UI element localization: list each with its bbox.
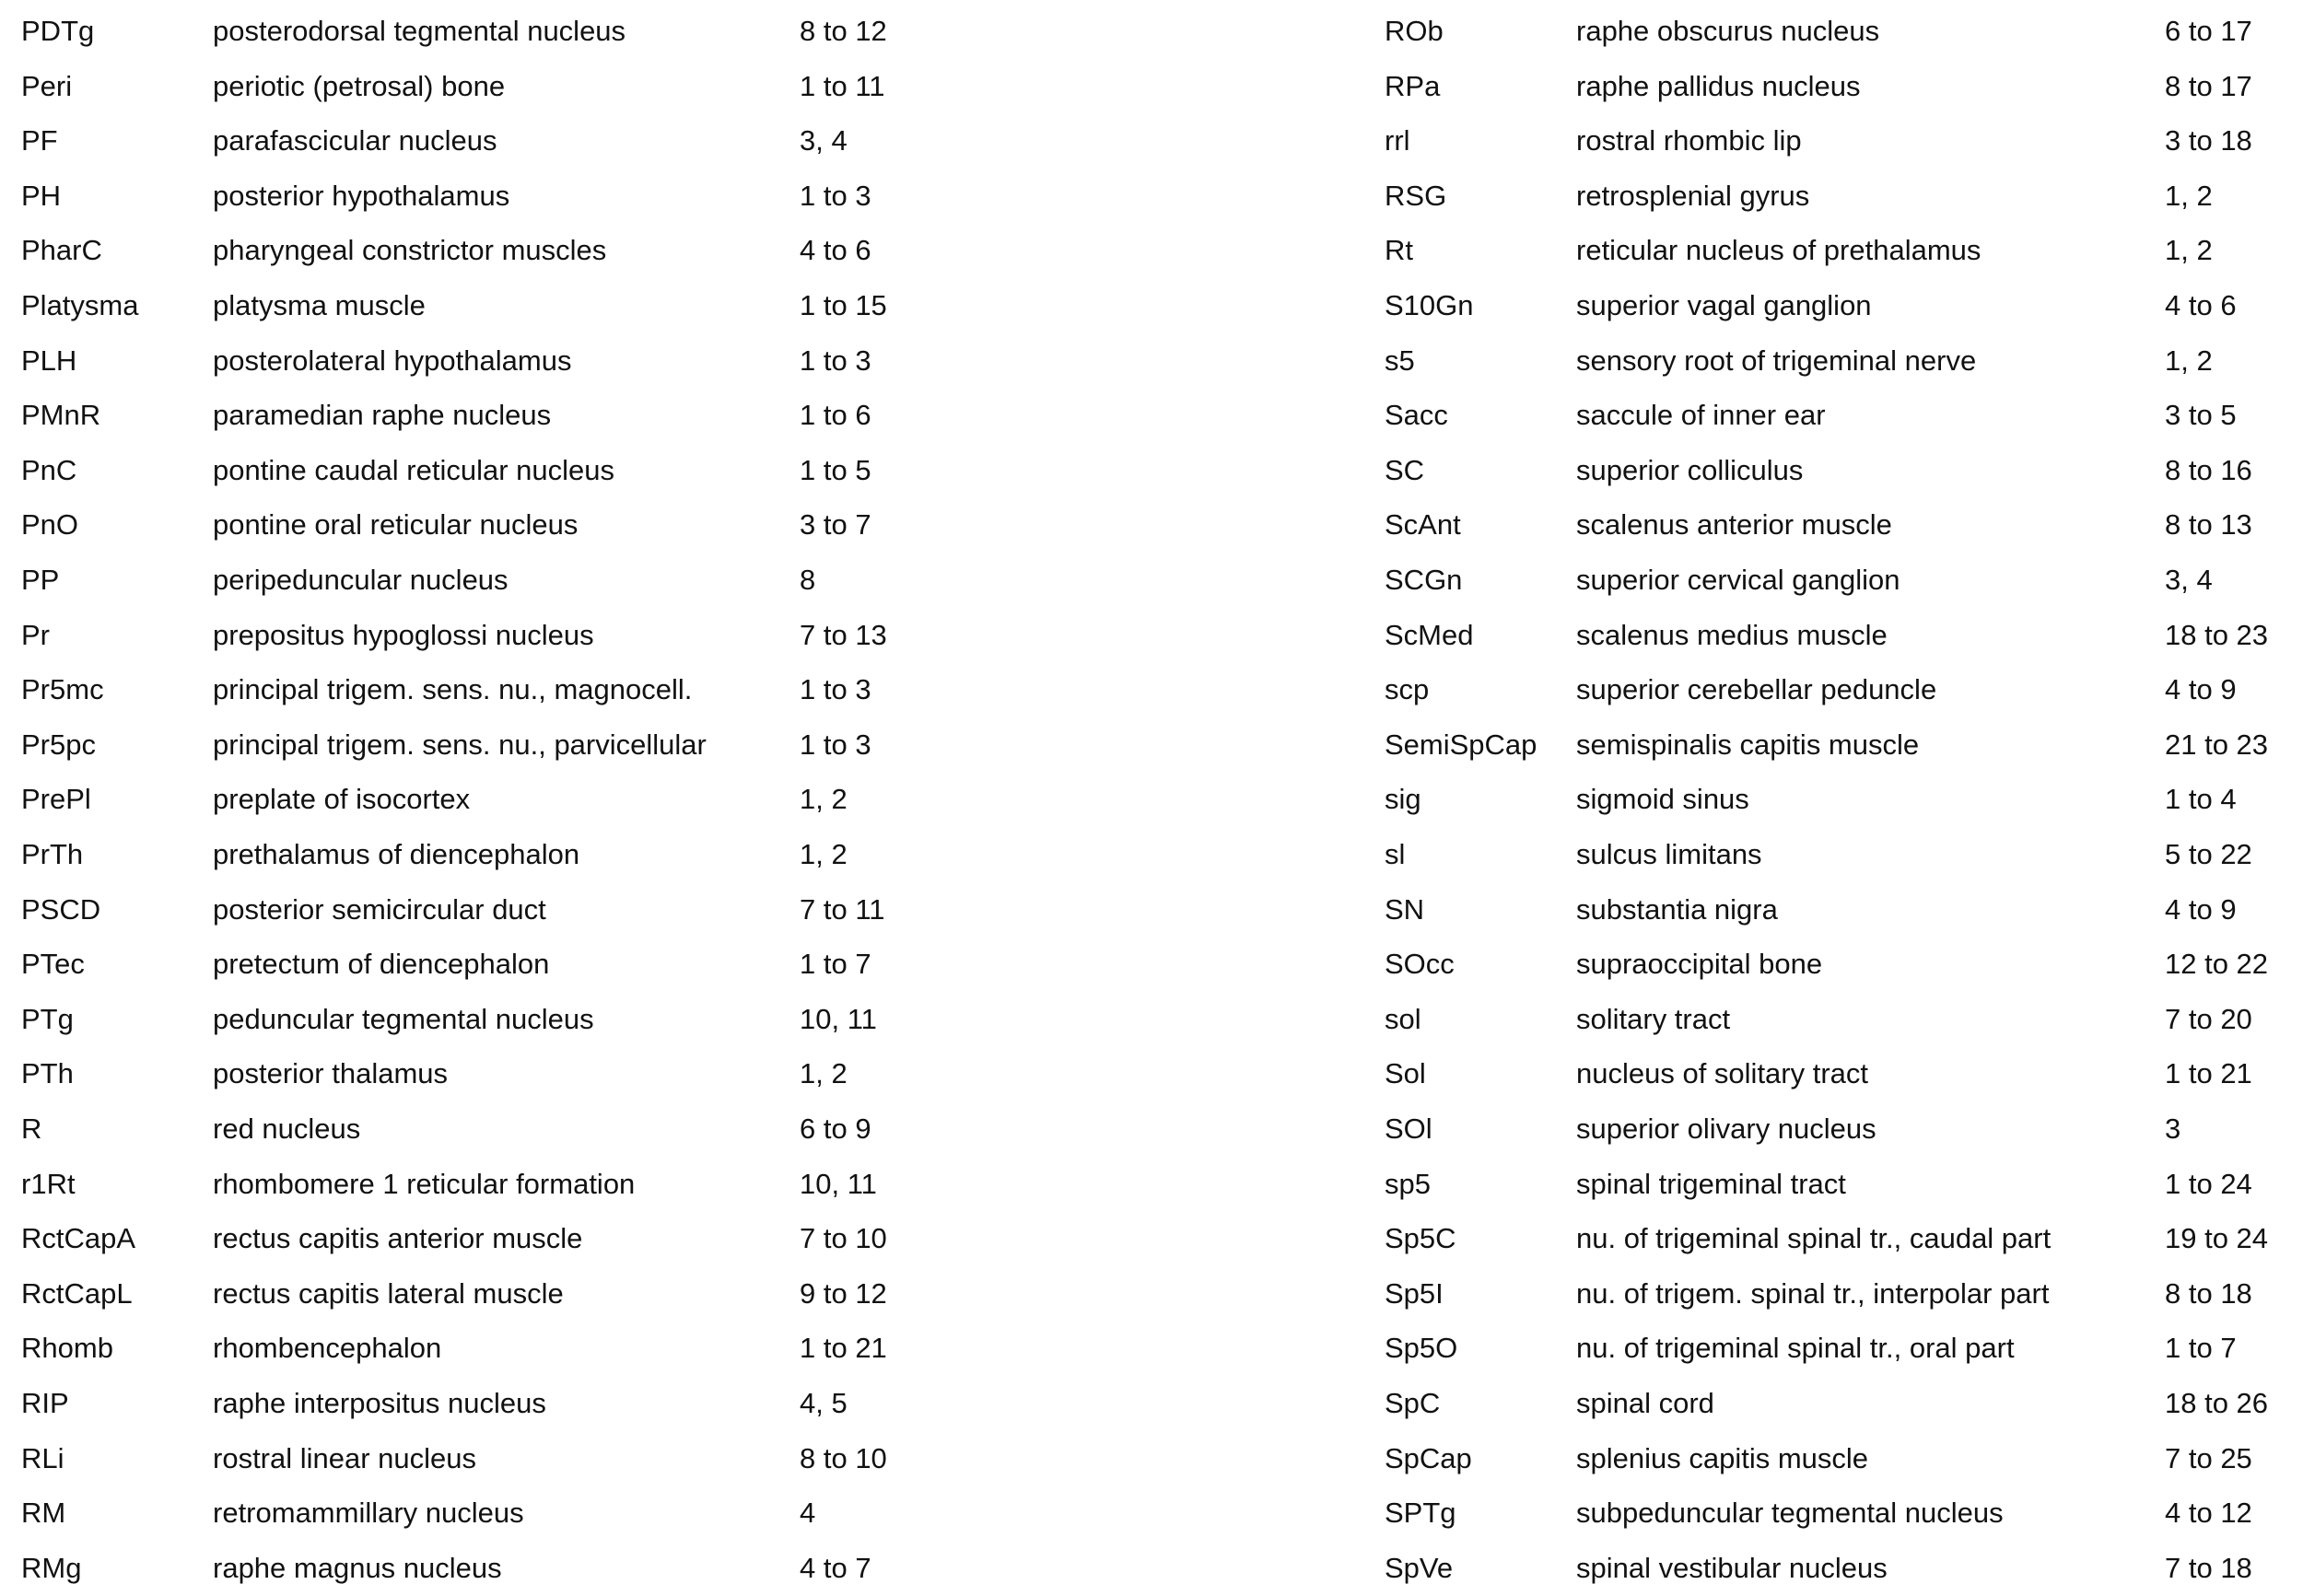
- section-range: 1 to 3: [800, 673, 871, 706]
- structure-name: periotic (petrosal) bone: [213, 69, 506, 102]
- structure-name: superior colliculus: [1576, 453, 1804, 486]
- section-range: 10, 11: [800, 1167, 877, 1200]
- section-range: 8 to 13: [2165, 508, 2252, 542]
- section-range: 8 to 16: [2165, 453, 2252, 486]
- abbreviation: SpCap: [1385, 1441, 1472, 1474]
- structure-name: scalenus anterior muscle: [1576, 508, 1892, 542]
- section-range: 3, 4: [2165, 564, 2213, 596]
- section-range: 4 to 7: [800, 1551, 871, 1584]
- section-range: 7 to 25: [2165, 1441, 2252, 1474]
- abbreviation: R: [21, 1113, 42, 1145]
- section-range: 1, 2: [800, 838, 848, 870]
- section-range: 7 to 10: [800, 1222, 887, 1255]
- abbreviation: sl: [1385, 838, 1406, 870]
- section-range: 9 to 12: [800, 1276, 887, 1310]
- structure-name: posterior thalamus: [213, 1057, 449, 1090]
- abbreviation: Sacc: [1385, 399, 1448, 432]
- abbreviation: Rhomb: [21, 1332, 113, 1365]
- abbreviation: Pr5mc: [21, 673, 104, 706]
- structure-name: posterolateral hypothalamus: [213, 344, 572, 377]
- structure-name: sigmoid sinus: [1576, 783, 1749, 816]
- abbreviation: SOl: [1385, 1113, 1432, 1145]
- structure-name: spinal trigeminal tract: [1576, 1167, 1846, 1200]
- structure-name: reticular nucleus of prethalamus: [1576, 234, 1982, 267]
- abbreviation: SCGn: [1385, 564, 1463, 596]
- abbreviation: SC: [1385, 453, 1425, 486]
- structure-name: superior cerebellar peduncle: [1576, 673, 1937, 706]
- structure-name: peduncular tegmental nucleus: [213, 1002, 594, 1035]
- section-range: 1 to 15: [800, 289, 887, 321]
- abbreviation: Pr5pc: [21, 728, 96, 761]
- section-range: 1 to 21: [2165, 1057, 2252, 1090]
- abbreviation: PH: [21, 179, 62, 212]
- structure-name: paramedian raphe nucleus: [213, 399, 552, 432]
- structure-name: retrosplenial gyrus: [1576, 179, 1810, 212]
- section-range: 18 to 26: [2165, 1387, 2269, 1419]
- section-range: 6 to 9: [800, 1113, 871, 1145]
- structure-name: peripeduncular nucleus: [213, 564, 509, 596]
- structure-name: raphe obscurus nucleus: [1576, 15, 1880, 47]
- abbreviation: Peri: [21, 69, 73, 102]
- abbreviation: PrePl: [21, 783, 91, 816]
- structure-name: nucleus of solitary tract: [1576, 1057, 1869, 1090]
- abbreviation: RIP: [21, 1387, 69, 1419]
- abbreviation: Sp5O: [1385, 1332, 1458, 1365]
- abbreviation: scp: [1385, 673, 1430, 706]
- structure-name: superior cervical ganglion: [1576, 564, 1900, 596]
- section-range: 19 to 24: [2165, 1222, 2269, 1255]
- abbreviation: Sol: [1385, 1057, 1426, 1090]
- structure-name: sensory root of trigeminal nerve: [1576, 344, 1977, 377]
- abbreviation: PF: [21, 124, 58, 157]
- section-range: 1 to 3: [800, 728, 871, 761]
- section-range: 3, 4: [800, 124, 848, 157]
- abbreviation: PMnR: [21, 399, 101, 432]
- structure-name: platysma muscle: [213, 289, 426, 321]
- abbreviation: Sp5I: [1385, 1276, 1444, 1310]
- section-range: 8: [800, 564, 816, 596]
- structure-name: rostral linear nucleus: [213, 1441, 477, 1474]
- abbreviation-table-right: [1385, 0, 2297, 1584]
- abbreviation: PnC: [21, 453, 77, 486]
- section-range: 7 to 13: [800, 618, 887, 651]
- section-range: 1, 2: [2165, 344, 2213, 377]
- section-range: 8 to 17: [2165, 69, 2252, 102]
- structure-name: superior olivary nucleus: [1576, 1113, 1876, 1145]
- abbreviation: RSG: [1385, 179, 1447, 212]
- structure-name: pretectum of diencephalon: [213, 948, 550, 981]
- section-range: 7 to 20: [2165, 1002, 2252, 1035]
- abbreviation: SN: [1385, 892, 1425, 926]
- structure-name: pontine oral reticular nucleus: [213, 508, 579, 542]
- abbreviation: RctCapL: [21, 1276, 133, 1310]
- abbreviation-table-left: [21, 0, 1035, 1584]
- section-range: 1 to 5: [800, 453, 871, 486]
- structure-name: posterior semicircular duct: [213, 892, 546, 926]
- abbreviation: PP: [21, 564, 60, 596]
- section-range: 18 to 23: [2165, 618, 2269, 651]
- structure-name: prepositus hypoglossi nucleus: [213, 618, 594, 651]
- abbreviation: Rt: [1385, 234, 1413, 267]
- abbreviation: ROb: [1385, 15, 1444, 47]
- section-range: 4 to 9: [2165, 892, 2237, 926]
- section-range: 7 to 18: [2165, 1551, 2252, 1584]
- abbreviation: PTg: [21, 1002, 74, 1035]
- structure-name: splenius capitis muscle: [1576, 1441, 1869, 1474]
- section-range: 4 to 9: [2165, 673, 2237, 706]
- structure-name: sulcus limitans: [1576, 838, 1762, 870]
- section-range: 5 to 22: [2165, 838, 2252, 870]
- structure-name: saccule of inner ear: [1576, 399, 1826, 432]
- abbreviation: Platysma: [21, 289, 139, 321]
- abbreviation: PrTh: [21, 838, 84, 870]
- abbreviation: ScAnt: [1385, 508, 1461, 542]
- abbreviation: RLi: [21, 1441, 64, 1474]
- abbreviation: RPa: [1385, 69, 1441, 102]
- abbreviation: RM: [21, 1497, 66, 1530]
- structure-name: rhombencephalon: [213, 1332, 442, 1365]
- structure-name: red nucleus: [213, 1113, 361, 1145]
- section-range: 8 to 18: [2165, 1276, 2252, 1310]
- structure-name: solitary tract: [1576, 1002, 1731, 1035]
- abbreviation: PLH: [21, 344, 77, 377]
- structure-name: rostral rhombic lip: [1576, 124, 1802, 157]
- section-range: 1 to 7: [800, 948, 871, 981]
- section-range: 3 to 7: [800, 508, 871, 542]
- structure-name: principal trigem. sens. nu., parvicellular: [213, 728, 707, 761]
- section-range: 12 to 22: [2165, 948, 2269, 981]
- structure-name: substantia nigra: [1576, 892, 1778, 926]
- section-range: 4 to 12: [2165, 1497, 2252, 1530]
- structure-name: posterior hypothalamus: [213, 179, 510, 212]
- abbreviation: ScMed: [1385, 618, 1474, 651]
- section-range: 1 to 24: [2165, 1167, 2252, 1200]
- section-range: 4: [800, 1497, 816, 1530]
- structure-name: raphe magnus nucleus: [213, 1551, 502, 1584]
- section-range: 10, 11: [800, 1002, 877, 1035]
- structure-name: nu. of trigeminal spinal tr., oral part: [1576, 1332, 2015, 1365]
- abbreviation: Sp5C: [1385, 1222, 1456, 1255]
- structure-name: principal trigem. sens. nu., magnocell.: [213, 673, 693, 706]
- section-range: 21 to 23: [2165, 728, 2269, 761]
- abbreviation: sol: [1385, 1002, 1421, 1035]
- structure-name: preplate of isocortex: [213, 783, 471, 816]
- abbreviation: SpVe: [1385, 1551, 1454, 1584]
- abbreviation: RctCapA: [21, 1222, 136, 1255]
- section-range: 1, 2: [2165, 234, 2213, 267]
- section-range: 4 to 6: [2165, 289, 2237, 321]
- abbreviation: SemiSpCap: [1385, 728, 1537, 761]
- section-range: 4 to 6: [800, 234, 871, 267]
- structure-name: spinal vestibular nucleus: [1576, 1551, 1888, 1584]
- section-range: 7 to 11: [800, 892, 885, 926]
- structure-name: semispinalis capitis muscle: [1576, 728, 1920, 761]
- structure-name: nu. of trigem. spinal tr., interpolar part: [1576, 1276, 2050, 1310]
- structure-name: nu. of trigeminal spinal tr., caudal part: [1576, 1222, 2052, 1255]
- structure-name: subpeduncular tegmental nucleus: [1576, 1497, 2004, 1530]
- abbreviation: PnO: [21, 508, 79, 542]
- abbreviation: S10Gn: [1385, 289, 1474, 321]
- structure-name: superior vagal ganglion: [1576, 289, 1872, 321]
- abbreviation: SpC: [1385, 1387, 1441, 1419]
- structure-name: supraoccipital bone: [1576, 948, 1823, 981]
- section-range: 1 to 7: [2165, 1332, 2237, 1365]
- structure-name: retromammillary nucleus: [213, 1497, 524, 1530]
- section-range: 3: [2165, 1113, 2181, 1145]
- abbreviation: sig: [1385, 783, 1421, 816]
- structure-name: posterodorsal tegmental nucleus: [213, 15, 626, 47]
- structure-name: pontine caudal reticular nucleus: [213, 453, 614, 486]
- abbreviation: SOcc: [1385, 948, 1455, 981]
- section-range: 6 to 17: [2165, 15, 2252, 47]
- section-range: 1, 2: [800, 1057, 848, 1090]
- section-range: 8 to 12: [800, 15, 887, 47]
- section-range: 8 to 10: [800, 1441, 887, 1474]
- abbreviation: PDTg: [21, 15, 95, 47]
- abbreviation: r1Rt: [21, 1167, 76, 1200]
- section-range: 3 to 5: [2165, 399, 2237, 432]
- abbreviation: Pr: [21, 618, 50, 651]
- abbreviation: sp5: [1385, 1167, 1431, 1200]
- structure-name: pharyngeal constrictor muscles: [213, 234, 607, 267]
- structure-name: raphe interpositus nucleus: [213, 1387, 546, 1419]
- abbreviation: PSCD: [21, 892, 101, 926]
- section-range: 4, 5: [800, 1387, 848, 1419]
- structure-name: rhombomere 1 reticular formation: [213, 1167, 636, 1200]
- abbreviation: SPTg: [1385, 1497, 1456, 1530]
- structure-name: prethalamus of diencephalon: [213, 838, 580, 870]
- abbreviation: rrl: [1385, 124, 1410, 157]
- section-range: 1, 2: [800, 783, 848, 816]
- structure-name: parafascicular nucleus: [213, 124, 497, 157]
- abbreviation: s5: [1385, 344, 1415, 377]
- abbreviation: PTh: [21, 1057, 74, 1090]
- structure-name: scalenus medius muscle: [1576, 618, 1888, 651]
- structure-name: spinal cord: [1576, 1387, 1714, 1419]
- section-range: 1 to 11: [800, 69, 885, 102]
- section-range: 1 to 21: [800, 1332, 887, 1365]
- section-range: 1 to 3: [800, 344, 871, 377]
- section-range: 1 to 6: [800, 399, 871, 432]
- section-range: 1, 2: [2165, 179, 2213, 212]
- structure-name: rectus capitis lateral muscle: [213, 1276, 564, 1310]
- section-range: 1 to 4: [2165, 783, 2237, 816]
- section-range: 3 to 18: [2165, 124, 2252, 157]
- section-range: 1 to 3: [800, 179, 871, 212]
- abbreviation: PTec: [21, 948, 85, 981]
- structure-name: raphe pallidus nucleus: [1576, 69, 1861, 102]
- abbreviation: RMg: [21, 1551, 82, 1584]
- structure-name: rectus capitis anterior muscle: [213, 1222, 583, 1255]
- abbreviation: PharC: [21, 234, 102, 267]
